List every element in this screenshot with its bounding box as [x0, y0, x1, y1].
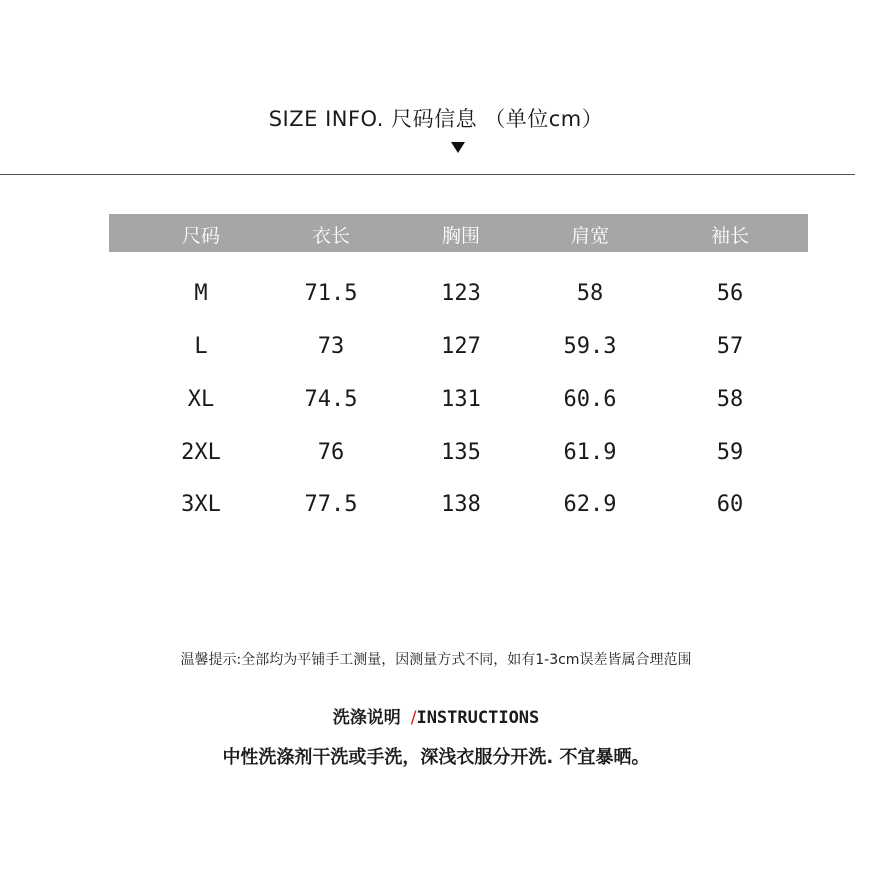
cell-shoulder: 60.6 — [563, 387, 617, 412]
cell-length: 77.5 — [304, 492, 358, 517]
header-chest: 胸围 — [441, 225, 480, 247]
cell-shoulder: 58 — [576, 281, 604, 306]
cell-sleeve: 59 — [716, 440, 744, 465]
cell-size: 3XL — [181, 492, 221, 517]
page-title: SIZE INFO. 尺码信息 （单位cm） — [268, 107, 604, 131]
cell-shoulder: 59.3 — [563, 334, 617, 359]
cell-length: 71.5 — [304, 281, 358, 306]
cell-shoulder: 61.9 — [563, 440, 617, 465]
instructions-heading — [0, 703, 872, 728]
measurement-note: 温馨提示:全部均为平铺手工测量，因测量方式不同，如有1-3cm误差皆属合理范围 — [180, 652, 692, 668]
cell-sleeve: 60 — [716, 492, 744, 517]
cell-chest: 138 — [441, 492, 481, 517]
down-arrow-icon — [451, 142, 465, 153]
cell-length: 74.5 — [304, 387, 358, 412]
cell-chest: 127 — [441, 334, 481, 359]
header-length: 衣长 — [311, 225, 350, 247]
instructions-text: 中性洗涤剂干洗或手洗，深浅衣服分开洗. 不宜暴晒。 — [222, 747, 650, 768]
cell-sleeve: 56 — [716, 281, 744, 306]
divider — [0, 174, 855, 175]
cell-chest: 135 — [441, 440, 481, 465]
cell-sleeve: 57 — [716, 334, 744, 359]
cell-sleeve: 58 — [716, 387, 744, 412]
instructions-title-en: INSTRUCTIONS — [416, 708, 540, 728]
cell-size: XL — [187, 387, 215, 412]
cell-shoulder: 62.9 — [563, 492, 617, 517]
instructions-title-cn: 洗涤说明 — [332, 708, 401, 728]
cell-length: 76 — [317, 440, 345, 465]
cell-size: 2XL — [181, 440, 221, 465]
cell-size: M — [194, 281, 208, 306]
cell-length: 73 — [317, 334, 345, 359]
instructions-slash: / — [410, 708, 417, 728]
header-size: 尺码 — [181, 225, 220, 247]
cell-chest: 123 — [441, 281, 481, 306]
header-sleeve: 袖长 — [710, 225, 749, 247]
cell-size: L — [194, 334, 208, 359]
cell-chest: 131 — [441, 387, 481, 412]
header-shoulder: 肩宽 — [570, 225, 609, 247]
